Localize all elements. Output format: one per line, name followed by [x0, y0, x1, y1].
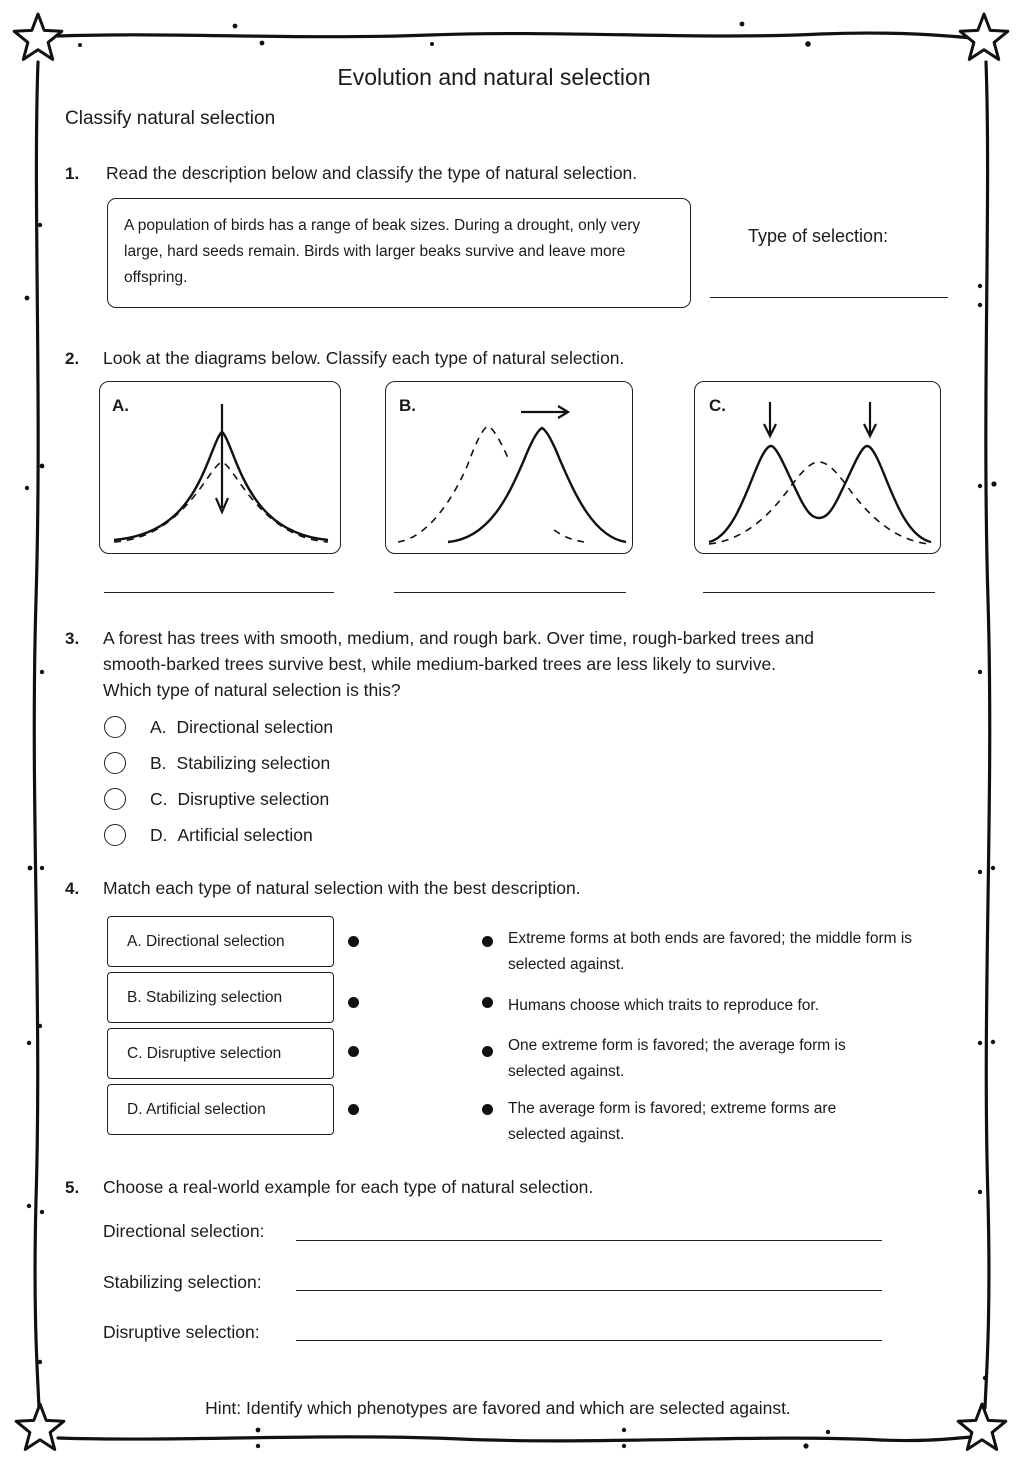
q5-answer-line-directional[interactable]: [296, 1240, 882, 1241]
q3-option-c[interactable]: C. Disruptive selection: [104, 786, 329, 812]
diagram-c-curves: [695, 382, 942, 555]
radio-button[interactable]: [104, 788, 126, 810]
diagram-a: [99, 381, 341, 554]
q1-number: 1.: [65, 164, 80, 183]
q5-answer-line-stabilizing[interactable]: [296, 1290, 882, 1291]
match-right-dot-2[interactable]: [482, 997, 493, 1008]
q3-option-b[interactable]: B. Stabilizing selection: [104, 750, 330, 776]
q1-answer-line[interactable]: [710, 297, 948, 298]
match-right-item-4: The average form is favored; extreme forms are selected against.: [508, 1100, 837, 1143]
q5-label-directional: Directional selection:: [103, 1221, 265, 1241]
q5-answer-line-disruptive[interactable]: [296, 1340, 882, 1341]
radio-button[interactable]: [104, 716, 126, 738]
match-right-item-2: Humans choose which traits to reproduce for.: [508, 997, 820, 1014]
q2-prompt: Look at the diagrams below. Classify each type of natural selection.: [103, 348, 625, 368]
q3-prompt-line-1: A forest has trees with smooth, medium, and rough bark. Over time, rough-barked trees and: [103, 628, 815, 648]
match-right-item-1: Extreme forms at both ends are favored; the middle form is selected against.: [508, 930, 913, 973]
match-right-dot-3[interactable]: [482, 1046, 493, 1057]
diagram-a-answer-line[interactable]: [104, 592, 334, 593]
q1-prompt: Read the description below and classify the type of natural selection.: [106, 163, 638, 183]
q5-prompt: Choose a real-world example for each type of natural selection.: [103, 1177, 594, 1197]
q3-option-a[interactable]: A. Directional selection: [104, 714, 333, 740]
q3-prompt-line-2: smooth-barked trees survive best, while medium-barked trees are less likely to survive.: [103, 654, 777, 674]
star-icon-top-right: [960, 14, 1008, 59]
match-left-dot-c[interactable]: [348, 1046, 359, 1057]
diagram-a-label: A.: [112, 396, 129, 415]
diagram-b-curves: [386, 382, 634, 555]
diagram-c-label: C.: [709, 396, 726, 415]
q3-number: 3.: [65, 629, 80, 648]
diagram-c: [694, 381, 941, 554]
worksheet-title: Evolution and natural selection: [337, 64, 651, 90]
q3-prompt-line-3: Which type of natural selection is this?: [103, 680, 401, 700]
diagram-c-answer-line[interactable]: [703, 592, 935, 593]
diagram-b-label: B.: [399, 396, 416, 415]
match-left-item-b: B. Stabilizing selection: [107, 972, 334, 1023]
diagram-a-curves: [100, 382, 342, 555]
match-left-item-d: D. Artificial selection: [107, 1084, 334, 1135]
q5-number: 5.: [65, 1178, 80, 1197]
match-left-dot-b[interactable]: [348, 997, 359, 1008]
radio-button[interactable]: [104, 824, 126, 846]
diagram-b-answer-line[interactable]: [394, 592, 626, 593]
match-right-dot-4[interactable]: [482, 1104, 493, 1115]
q2-number: 2.: [65, 349, 80, 368]
star-icon-top-left: [14, 14, 62, 59]
q3-option-d[interactable]: D. Artificial selection: [104, 822, 313, 848]
worksheet-subtitle: Classify natural selection: [65, 108, 276, 129]
q5-label-stabilizing: Stabilizing selection:: [103, 1272, 262, 1292]
q4-prompt: Match each type of natural selection with the best description.: [103, 878, 581, 898]
match-left-dot-d[interactable]: [348, 1104, 359, 1115]
radio-button[interactable]: [104, 752, 126, 774]
match-left-item-a: A. Directional selection: [107, 916, 334, 967]
q5-label-disruptive: Disruptive selection:: [103, 1322, 260, 1342]
hint-text: Hint: Identify which phenotypes are favored and which are selected against.: [205, 1398, 791, 1418]
q1-answer-label: Type of selection:: [748, 226, 889, 246]
match-left-item-c: C. Disruptive selection: [107, 1028, 334, 1079]
diagram-b: [385, 381, 633, 554]
q4-number: 4.: [65, 879, 80, 898]
match-right-dot-1[interactable]: [482, 936, 493, 947]
match-left-dot-a[interactable]: [348, 936, 359, 947]
q1-description-box: A population of birds has a range of beak sizes. During a drought, only very large, hard seeds remain. Birds with larger beaks survive and leave more offspring.: [107, 198, 691, 308]
match-right-item-3: One extreme form is favored; the average form is selected against.: [508, 1037, 846, 1080]
